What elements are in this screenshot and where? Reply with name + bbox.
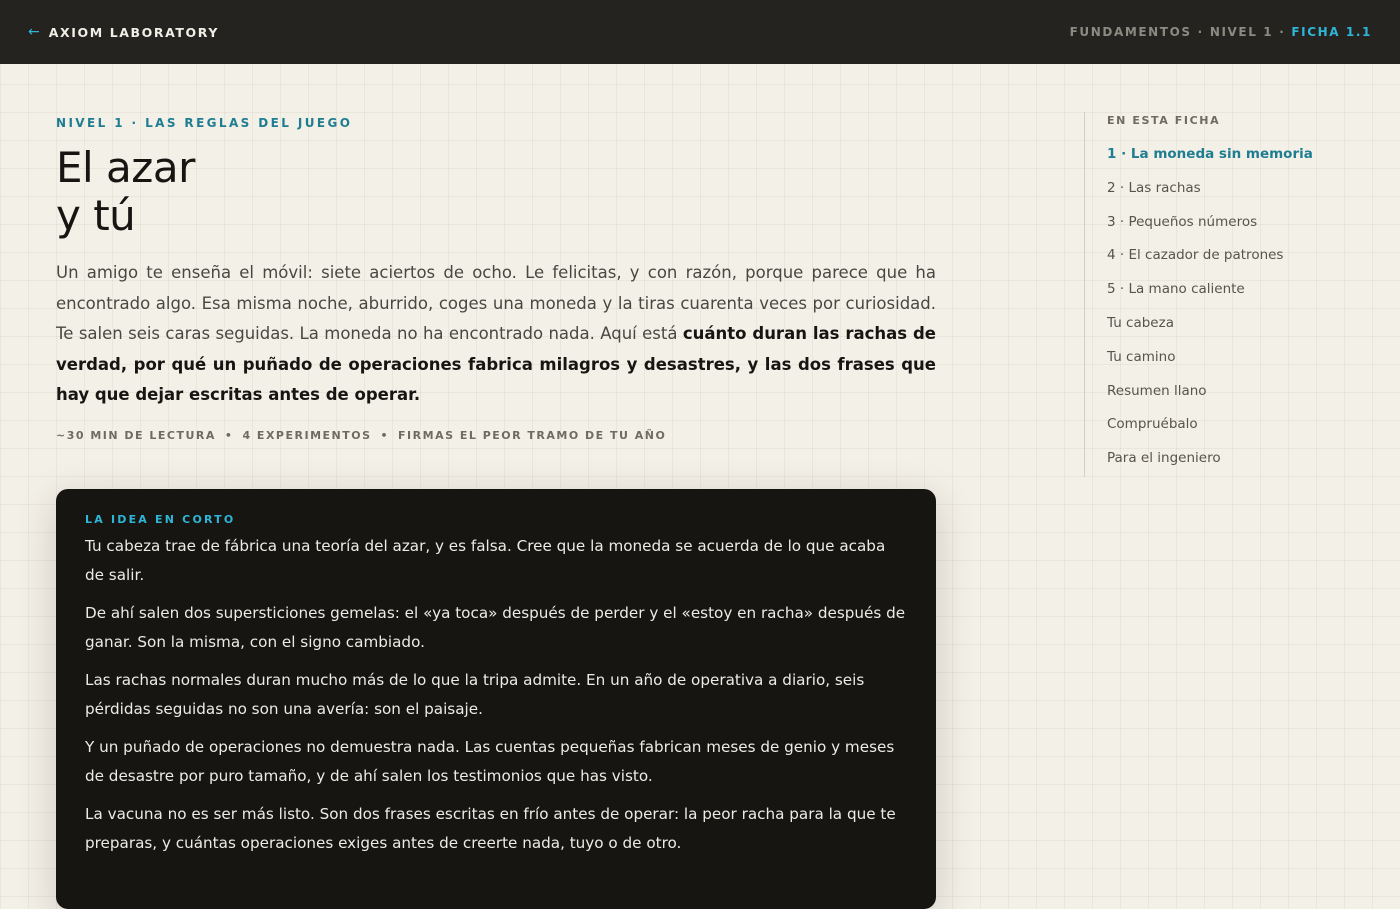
meta-commitment: FIRMAS EL PEOR TRAMO DE TU AÑO (398, 428, 667, 442)
page-title-line: El azar (56, 143, 195, 192)
back-arrow-icon: ← (28, 24, 40, 40)
meta-separator: • (380, 428, 390, 442)
idea-summary-card (56, 489, 936, 909)
toc-item-cazador[interactable]: 4 · El cazador de patrones (1107, 247, 1284, 264)
idea-paragraph: La vacuna no es ser más listo. Son dos frases escritas en frío antes de operar: la peor racha para la que te preparas, y cuántas operaciones exiges antes de creerte nada, tuyo o de otro. (85, 805, 896, 852)
breadcrumb-item-fundamentos[interactable]: FUNDAMENTOS (1069, 25, 1192, 39)
page-title (56, 144, 936, 240)
article-eyebrow: NIVEL 1 · LAS REGLAS DEL JUEGO (56, 116, 353, 130)
meta-separator: • (224, 428, 234, 442)
breadcrumb-item-nivel[interactable]: NIVEL 1 (1209, 25, 1274, 39)
breadcrumb-separator: · (1279, 25, 1286, 39)
idea-paragraph: Y un puñado de operaciones no demuestra nada. Las cuentas pequeñas fabrican meses de genio y meses de desastre por puro tamaño, y de ahí salen los testimonios que has visto. (85, 738, 895, 785)
toc-item-ingeniero[interactable]: Para el ingeniero (1107, 450, 1221, 467)
toc-item-compruebalo[interactable]: Compruébalo (1107, 416, 1198, 433)
article-meta (56, 429, 936, 442)
meta-experiments: 4 EXPERIMENTOS (242, 428, 372, 442)
breadcrumb (1070, 25, 1372, 39)
toc-item-mano-caliente[interactable]: 5 · La mano caliente (1107, 281, 1245, 298)
idea-card-label: LA IDEA EN CORTO (85, 513, 236, 526)
idea-paragraph: Tu cabeza trae de fábrica una teoría del azar, y es falsa. Cree que la moneda se acuerda de lo que acaba de salir. (85, 537, 886, 584)
idea-paragraph: De ahí salen dos supersticiones gemelas: el «ya toca» después de perder y el «estoy en racha» después de ganar. Son la misma, con el signo cambiado. (85, 604, 906, 651)
toc-item-pequenos-numeros[interactable]: 3 · Pequeños números (1107, 213, 1258, 230)
top-bar (0, 0, 1400, 64)
article (56, 64, 936, 852)
table-of-contents (1084, 112, 1384, 477)
lead-emphasis: cuánto duran las rachas de verdad, por qué un puñado de operaciones fabrica milagros y desastres, y las dos frases que hay que dejar escritas antes de operar. (56, 324, 936, 404)
breadcrumb-current: FICHA 1.1 (1291, 25, 1372, 39)
toc-item-resumen[interactable]: Resumen llano (1107, 382, 1207, 399)
toc-item-rachas[interactable]: 2 · Las rachas (1107, 179, 1201, 196)
idea-paragraph: Las rachas normales duran mucho más de lo que la tripa admite. En un año de operativa a diario, seis pérdidas seguidas no son una avería: son el paisaje. (85, 671, 865, 718)
breadcrumb-separator: · (1197, 25, 1204, 39)
page-title-line: y tú (56, 191, 136, 240)
toc-item-moneda[interactable]: 1 · La moneda sin memoria (1107, 146, 1313, 162)
lead-text: Un amigo te enseña el móvil: siete aciertos de ocho. Le felicitas, y con razón, porque parece que ha encontrado algo. Esa misma noche, aburrido, coges una moneda y la tiras cuarenta veces por curiosidad. Te salen seis caras seguidas. La moneda no ha encontrado nada. Aquí está (56, 263, 936, 343)
toc-list (1107, 145, 1384, 467)
toc-item-tu-camino[interactable]: Tu camino (1107, 348, 1176, 365)
back-link[interactable] (28, 25, 219, 40)
toc-item-tu-cabeza[interactable]: Tu cabeza (1107, 314, 1174, 331)
article-lead (56, 258, 936, 411)
toc-label: EN ESTA FICHA (1107, 114, 1221, 127)
meta-reading-time: ~30 MIN DE LECTURA (56, 428, 216, 442)
brand-name: AXIOM LABORATORY (48, 24, 219, 40)
